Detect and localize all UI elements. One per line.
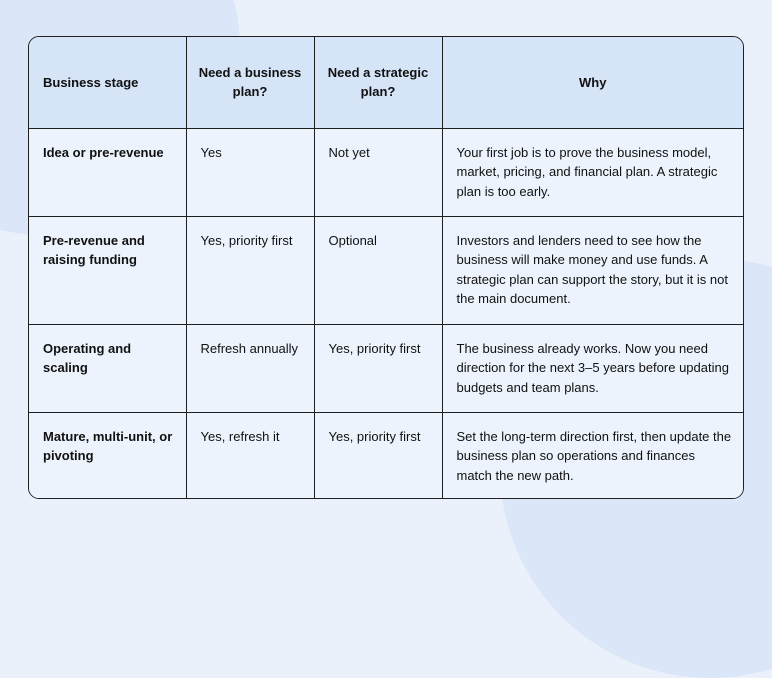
header-need-strategic-plan: Need a strategic plan?: [314, 37, 442, 128]
cell-strategic-plan: Yes, priority first: [314, 324, 442, 412]
header-business-stage: Business stage: [29, 37, 186, 128]
cell-strategic-plan: Optional: [314, 216, 442, 324]
header-why: Why: [442, 37, 743, 128]
cell-business-plan: Yes, refresh it: [186, 412, 314, 499]
cell-business-plan: Yes, priority first: [186, 216, 314, 324]
cell-why: Set the long-term direction first, then update the business plan so operations and finances match the new path.: [442, 412, 743, 499]
cell-strategic-plan: Not yet: [314, 128, 442, 216]
cell-stage: Pre-revenue and raising funding: [29, 216, 186, 324]
cell-stage: Mature, multi-unit, or pivoting: [29, 412, 186, 499]
table-row: [29, 412, 743, 499]
cell-business-plan: Yes: [186, 128, 314, 216]
table-row: [29, 216, 743, 324]
cell-strategic-plan: Yes, priority first: [314, 412, 442, 499]
cell-why: Investors and lenders need to see how the business will make money and use funds. A strategic plan can support the story, but it is not the main document.: [442, 216, 743, 324]
header-need-business-plan: Need a business plan?: [186, 37, 314, 128]
plan-comparison-table: [28, 36, 744, 499]
cell-why: Your first job is to prove the business model, market, pricing, and financial plan. A strategic plan is too early.: [442, 128, 743, 216]
cell-stage: Idea or pre-revenue: [29, 128, 186, 216]
table-row: [29, 324, 743, 412]
comparison-table: [29, 37, 743, 499]
table-row: [29, 128, 743, 216]
cell-why: The business already works. Now you need direction for the next 3–5 years before updating budgets and team plans.: [442, 324, 743, 412]
table-header-row: [29, 37, 743, 128]
cell-business-plan: Refresh annually: [186, 324, 314, 412]
cell-stage: Operating and scaling: [29, 324, 186, 412]
